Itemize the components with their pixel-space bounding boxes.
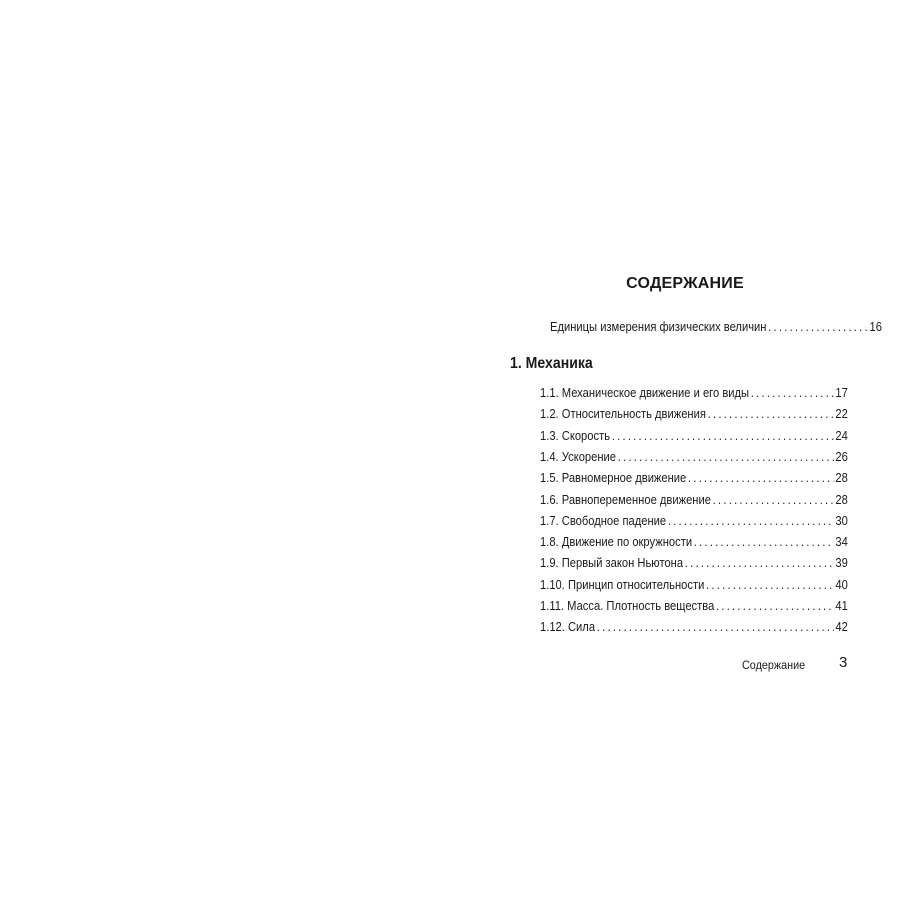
toc-entry-page: 16 — [869, 319, 882, 334]
dot-leader — [706, 577, 834, 592]
toc-entry-page: 26 — [835, 448, 848, 464]
toc-entry-page: 28 — [835, 491, 848, 507]
toc-entry — [540, 619, 848, 634]
toc-entry-label: 1.9. Первый закон Ньютона — [540, 555, 684, 571]
running-head: Содержание — [742, 658, 806, 672]
toc-entry — [540, 470, 848, 485]
dot-leader — [597, 619, 834, 634]
toc-entry-label: 1.8. Движение по окружности — [540, 534, 693, 550]
dot-leader — [768, 319, 868, 334]
section-title: 1. Механика — [510, 355, 593, 372]
toc-title: СОДЕРЖАНИЕ — [626, 275, 744, 292]
toc-entry-label: 1.10. Принцип относительности — [540, 576, 705, 592]
toc-entry-label: 1.11. Масса. Плотность вещества — [540, 598, 715, 613]
toc-entry-page: 42 — [835, 619, 848, 635]
toc-entry-label: Единицы измерения физических величин — [550, 319, 767, 334]
toc-entry-label: 1.1. Механическое движение и его виды — [540, 385, 750, 400]
toc-entry-page: 41 — [835, 598, 848, 613]
dot-leader — [618, 449, 834, 464]
toc-entry — [540, 449, 848, 464]
dot-leader — [688, 470, 834, 485]
dot-leader — [612, 428, 834, 443]
toc-entry-label: 1.7. Свободное падение — [540, 512, 667, 528]
toc-entry-label: 1.5. Равномерное движение — [540, 470, 687, 486]
toc-entry — [540, 555, 848, 570]
dot-leader — [716, 598, 834, 613]
toc-entry — [540, 513, 848, 528]
toc-entry — [540, 577, 848, 592]
dot-leader — [694, 534, 834, 549]
toc-entry — [540, 428, 848, 443]
dot-leader — [685, 555, 834, 570]
dot-leader — [668, 513, 834, 528]
toc-entry-label: 1.2. Относительность движения — [540, 406, 706, 422]
toc-entry-intro — [550, 319, 882, 334]
toc-entry-page: 39 — [835, 555, 848, 571]
toc-entry-page: 22 — [835, 406, 848, 422]
toc-entry-page: 28 — [835, 470, 848, 486]
page-number: 3 — [839, 654, 848, 671]
toc-entry — [540, 385, 848, 400]
toc-entry-page: 34 — [835, 534, 848, 550]
toc-entry-label: 1.6. Равнопеременное движение — [540, 491, 711, 507]
toc-entry-page: 40 — [835, 576, 848, 592]
dot-leader — [708, 406, 834, 421]
toc-entry-label: 1.3. Скорость — [540, 427, 611, 443]
toc-entry — [540, 406, 848, 421]
toc-entry-label: 1.12. Сила — [540, 619, 596, 635]
dot-leader — [751, 385, 834, 400]
toc-entry-page: 24 — [835, 427, 848, 443]
dot-leader — [713, 492, 834, 507]
toc-entry — [540, 598, 848, 613]
toc-entry — [540, 534, 848, 549]
toc-entry-page: 17 — [835, 385, 848, 400]
toc-entry — [540, 492, 848, 507]
toc-entry-label: 1.4. Ускорение — [540, 448, 617, 464]
toc-entry-page: 30 — [835, 512, 848, 528]
